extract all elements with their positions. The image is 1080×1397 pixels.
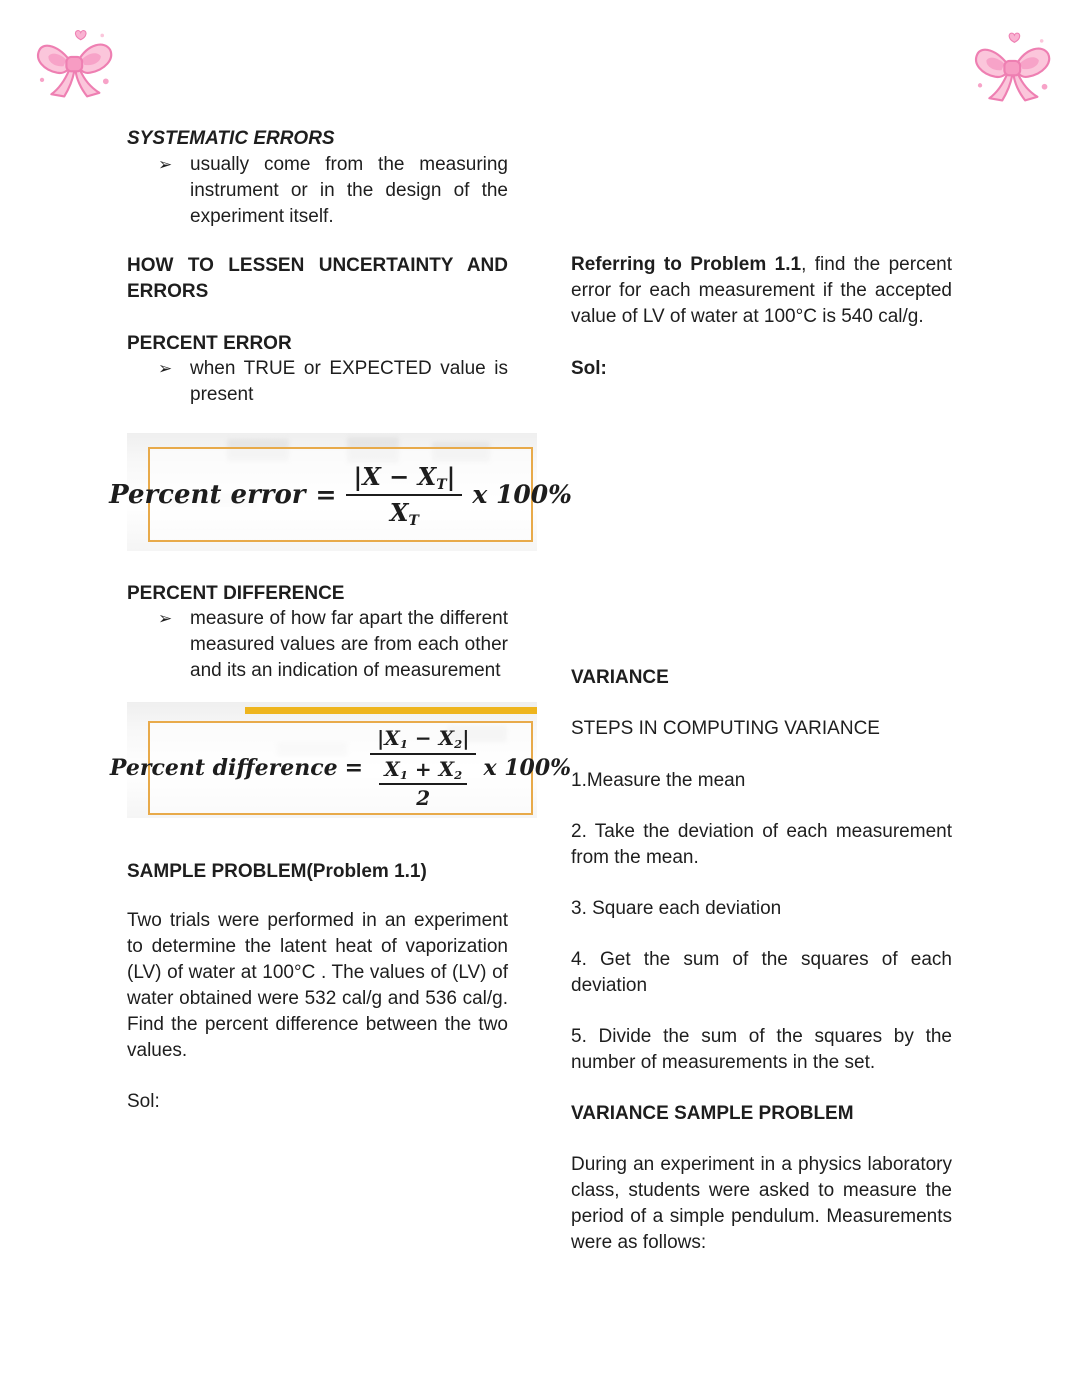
sample-problem-body: Two trials were performed in an experiment to determine the latent heat of vaporization (LV) of water at 100°C . The values of (LV) of water obtained were 532 cal/g and 536 cal/g. Find the percent difference between the two values. xyxy=(127,910,508,1061)
variance-step-3: 3. Square each deviation xyxy=(571,898,782,919)
referring-paragraph xyxy=(571,252,952,330)
nested-denominator: 2 xyxy=(416,785,431,810)
variance-sample-problem-body: During an experiment in a physics laboratory class, students were asked to measure the period of a simple pendulum. Measurements were as follows: xyxy=(571,1154,952,1253)
variance-step-1: 1.Measure the mean xyxy=(571,770,746,791)
percent-error-formula-image xyxy=(109,433,572,551)
fraction xyxy=(370,727,476,810)
percent-difference-heading: PERCENT DIFFERENCE xyxy=(127,583,345,604)
sol-label-right: Sol: xyxy=(571,358,607,379)
pink-bow-icon xyxy=(970,26,1056,116)
systematic-errors-bullet xyxy=(127,152,508,230)
bullet-text: when TRUE or EXPECTED value is present xyxy=(190,358,508,405)
numerator: $|X_1 - X_2|$ xyxy=(370,727,476,755)
equals-sign: = xyxy=(344,755,364,781)
pink-bow-icon xyxy=(32,22,118,112)
times-100: x 100% xyxy=(483,755,572,781)
percent-error-formula-box xyxy=(109,447,572,542)
variance-step-2: 2. Take the deviation of each measurement from the mean. xyxy=(571,821,952,868)
percent-difference-formula-image xyxy=(109,702,572,818)
percent-error-heading: PERCENT ERROR xyxy=(127,333,292,354)
variance-heading: VARIANCE xyxy=(571,667,669,688)
arrow-bullet-icon: ➢ xyxy=(158,155,173,174)
formula-lhs: Percent error xyxy=(109,479,306,510)
yellow-highlight-line xyxy=(245,707,537,714)
percent-difference-bullet xyxy=(127,606,508,710)
numerator: $|X - X_T|$ xyxy=(346,463,462,496)
arrow-bullet-icon: ➢ xyxy=(158,609,173,628)
variance-step-5: 5. Divide the sum of the squares by the number of measurements in the set. xyxy=(571,1026,952,1073)
lessen-uncertainty-heading: HOW TO LESSEN UNCERTAINTY AND ERRORS xyxy=(127,255,508,302)
variance-step-4: 4. Get the sum of the squares of each deviation xyxy=(571,949,952,996)
nested-fraction xyxy=(379,758,467,810)
sample-problem-heading: SAMPLE PROBLEM(Problem 1.1) xyxy=(127,861,427,882)
equals-sign: = xyxy=(315,480,337,509)
systematic-errors-heading: SYSTEMATIC ERRORS xyxy=(127,128,335,149)
sol-label-left: Sol: xyxy=(127,1091,160,1112)
formula-lhs: Percent difference xyxy=(109,755,338,781)
nested-numerator: $X_1 + X_2$ xyxy=(379,758,467,785)
steps-heading: STEPS IN COMPUTING VARIANCE xyxy=(571,718,880,739)
arrow-bullet-icon: ➢ xyxy=(158,359,173,378)
variance-sample-problem-heading: VARIANCE SAMPLE PROBLEM xyxy=(571,1103,854,1124)
denominator: $X_T$ xyxy=(389,497,419,529)
fraction xyxy=(346,461,462,529)
denominator xyxy=(379,755,467,810)
referring-rest: , find the percent error for each measurement if the accepted value of LV of water at 100°C is 540 cal/g. xyxy=(571,254,952,327)
bullet-text: measure of how far apart the different measured values are from each other and its an indication of measurement xyxy=(190,608,508,681)
percent-difference-formula-box xyxy=(109,721,572,815)
percent-error-bullet xyxy=(127,356,508,408)
referring-bold: Referring to Problem 1.1 xyxy=(571,254,802,275)
bullet-text: usually come from the measuring instrument or in the design of the experiment itself. xyxy=(190,154,508,227)
times-100: x 100% xyxy=(472,480,572,509)
